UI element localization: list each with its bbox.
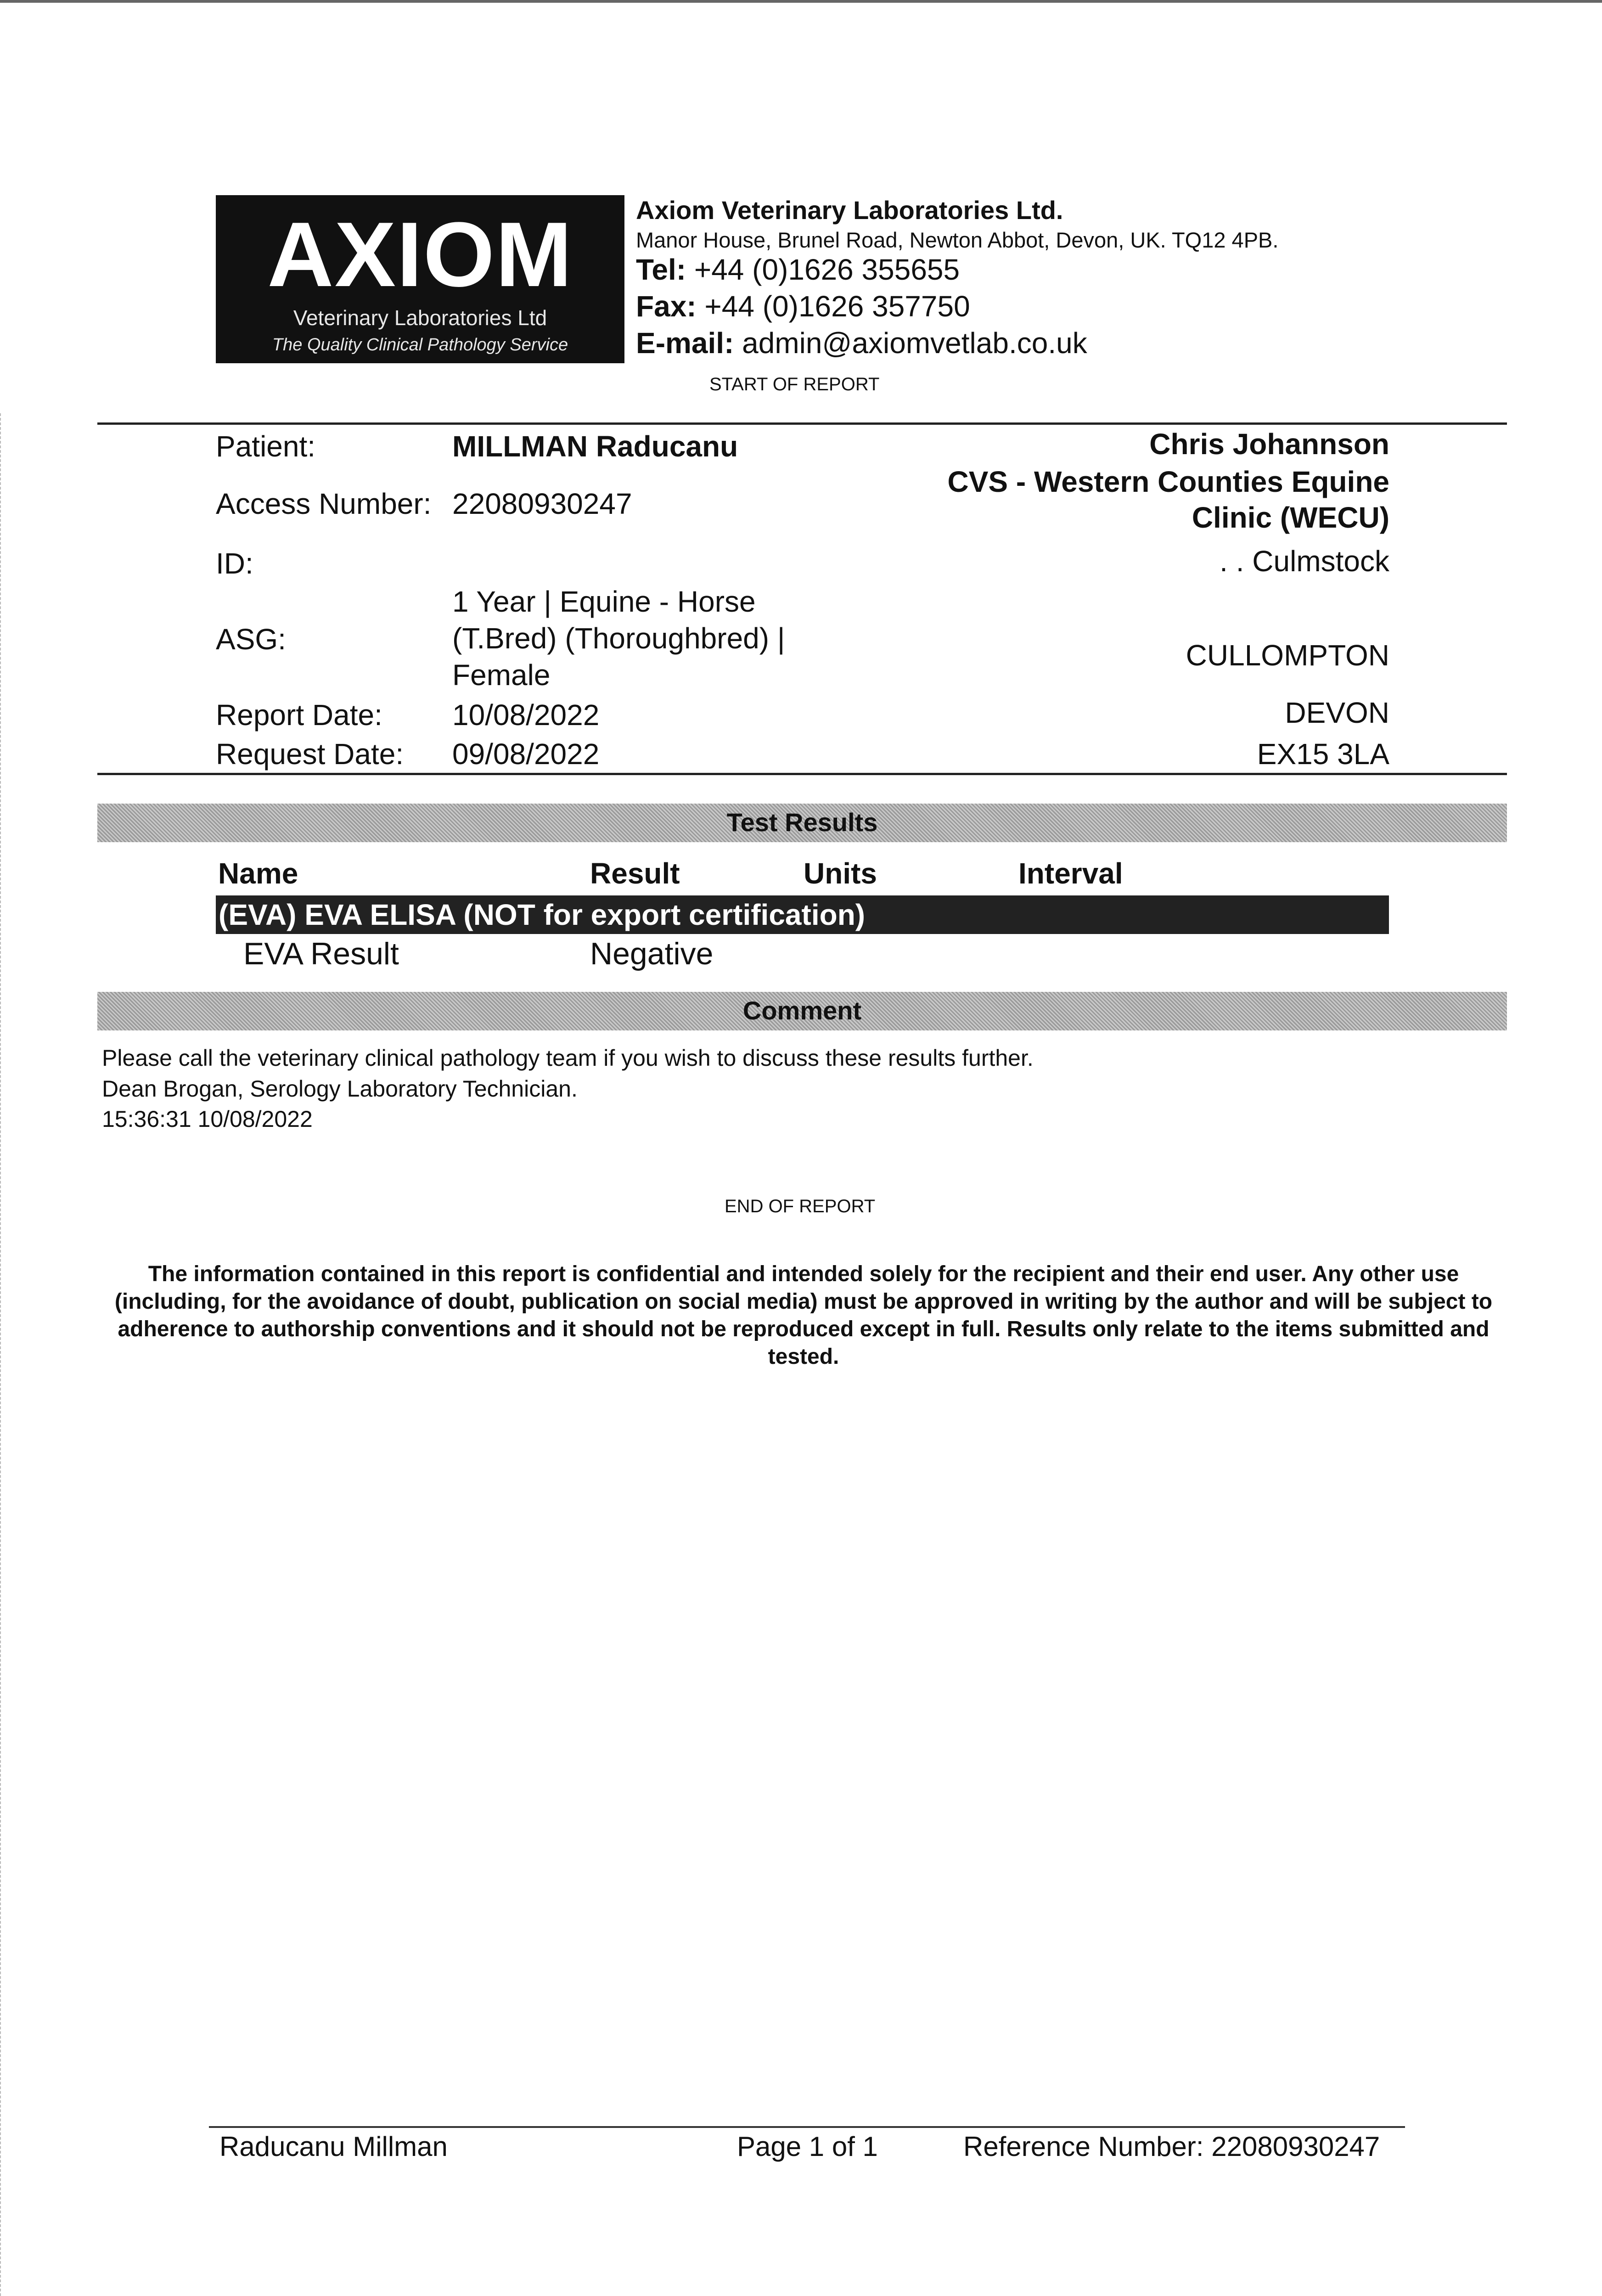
patient-rule bbox=[97, 773, 1507, 775]
comment-title: Comment bbox=[742, 996, 862, 1025]
lab-tel bbox=[636, 253, 960, 287]
footer-patient: Raducanu Millman bbox=[219, 2131, 448, 2162]
scan-left-edge bbox=[0, 413, 3, 2296]
col-name-header: Name bbox=[218, 857, 298, 890]
lab-email bbox=[636, 326, 1087, 360]
scan-top-edge bbox=[0, 0, 1602, 3]
comment-line-2: Dean Brogan, Serology Laboratory Technician. bbox=[102, 1076, 578, 1102]
email-value: admin@axiomvetlab.co.uk bbox=[742, 326, 1087, 360]
asg-value: 1 Year | Equine - Horse (T.Bred) (Thoroughbred) | Female bbox=[452, 585, 785, 692]
tel-label: Tel: bbox=[636, 253, 686, 286]
lab-address: Manor House, Brunel Road, Newton Abbot, Devon, UK. TQ12 4PB. bbox=[636, 228, 1279, 252]
col-interval-header: Interval bbox=[1018, 857, 1123, 890]
recipient-town: CULLOMPTON bbox=[1186, 639, 1389, 672]
report-date: 10/08/2022 bbox=[452, 698, 600, 732]
start-of-report: START OF REPORT bbox=[709, 374, 880, 394]
axiom-logo bbox=[216, 195, 624, 363]
recipient-vet: Chris Johannson bbox=[1149, 428, 1389, 461]
lab-fax bbox=[636, 289, 970, 323]
footer-reference: Reference Number: 22080930247 bbox=[963, 2131, 1380, 2162]
comment-line-3: 15:36:31 10/08/2022 bbox=[102, 1106, 313, 1132]
email-label: E-mail: bbox=[636, 326, 734, 360]
report-date-label: Report Date: bbox=[216, 698, 382, 732]
logo-word: AXIOM bbox=[267, 203, 573, 306]
patient-label: Patient: bbox=[216, 430, 316, 463]
recipient-postcode: EX15 3LA bbox=[1257, 737, 1389, 771]
recipient-clinic: CVS - Western Counties Equine Clinic (WECU) bbox=[947, 465, 1389, 534]
access-number: 22080930247 bbox=[452, 487, 632, 520]
footer-rule bbox=[209, 2126, 1405, 2128]
col-units-header: Units bbox=[804, 857, 877, 890]
comment-bar bbox=[97, 992, 1507, 1030]
fax-value: +44 (0)1626 357750 bbox=[704, 290, 970, 323]
patient-name: MILLMAN Raducanu bbox=[452, 430, 738, 463]
fax-label: Fax: bbox=[636, 290, 697, 323]
test-group-title: (EVA) EVA ELISA (NOT for export certification) bbox=[216, 895, 1389, 934]
request-date-label: Request Date: bbox=[216, 737, 404, 771]
recipient-county: DEVON bbox=[1285, 696, 1389, 729]
recipient-locality: . . Culmstock bbox=[1220, 545, 1389, 578]
lab-name: Axiom Veterinary Laboratories Ltd. bbox=[636, 196, 1063, 225]
header-rule bbox=[97, 422, 1507, 425]
test-results-bar bbox=[97, 804, 1507, 842]
comment-line-1: Please call the veterinary clinical pathology team if you wish to discuss these results further. bbox=[102, 1045, 1034, 1071]
end-of-report: END OF REPORT bbox=[725, 1196, 876, 1216]
logo-tagline: The Quality Clinical Pathology Service bbox=[272, 335, 568, 355]
confidentiality-disclaimer: The information contained in this report is confidential and intended solely for the recipient and their end user. Any other use (including, for the avoidance of doubt, publication on social media) must be approved in writing by the author and will be subject to adherence to authorship conventions and it should not be reproduced except in full. Results only relate to the items submitted and tested. bbox=[114, 1262, 1493, 1369]
asg-label: ASG: bbox=[216, 623, 286, 656]
logo-subtitle: Veterinary Laboratories Ltd bbox=[293, 306, 547, 330]
result-row-name: EVA Result bbox=[243, 936, 399, 971]
id-label: ID: bbox=[216, 547, 253, 580]
footer-page: Page 1 of 1 bbox=[737, 2131, 878, 2162]
col-result-header: Result bbox=[590, 857, 680, 890]
result-row-value: Negative bbox=[590, 936, 714, 971]
tel-value: +44 (0)1626 355655 bbox=[694, 253, 960, 286]
test-results-title: Test Results bbox=[726, 808, 878, 837]
access-number-label: Access Number: bbox=[216, 487, 432, 520]
request-date: 09/08/2022 bbox=[452, 737, 600, 771]
